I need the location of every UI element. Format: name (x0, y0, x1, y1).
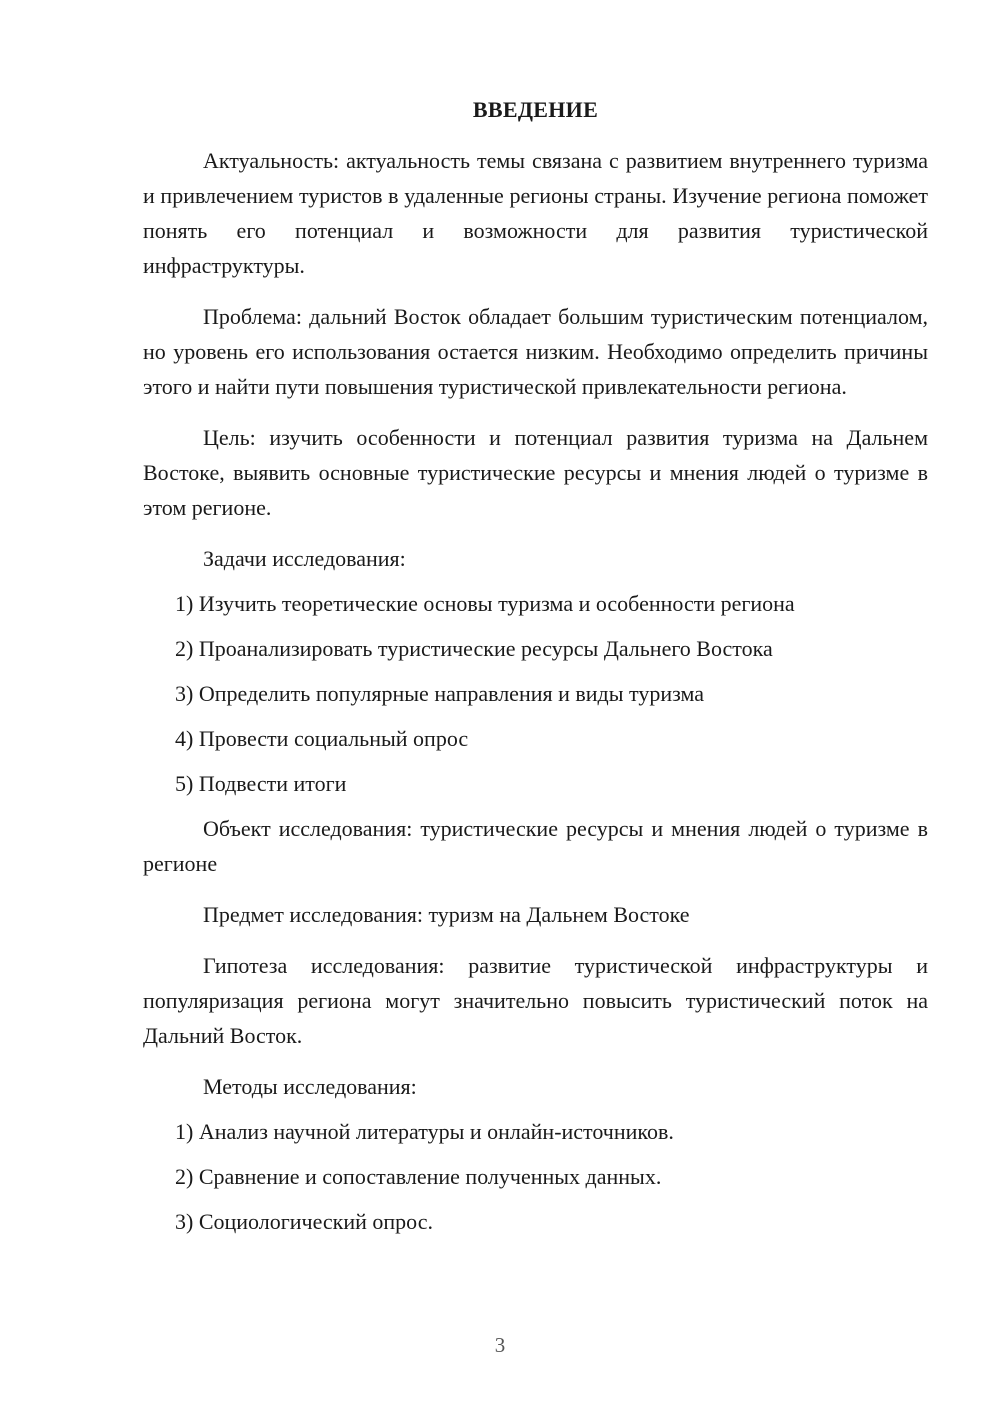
tasks-heading: Задачи исследования: (203, 546, 406, 571)
method-item: 3) Социологический опрос. (175, 1209, 433, 1234)
hypothesis-paragraph: Гипотеза исследования: развитие туристической инфраструктуры и популяризация региона могут значительно повысить туристический поток на Дальний Восток. (143, 953, 928, 1048)
subject-paragraph: Предмет исследования: туризм на Дальнем Востоке (203, 902, 690, 927)
tasks-list (143, 586, 928, 801)
methods-list (143, 1114, 928, 1239)
methods-heading: Методы исследования: (203, 1074, 417, 1099)
task-item: 1) Изучить теоретические основы туризма и особенности региона (175, 591, 795, 616)
problem-paragraph: Проблема: дальний Восток обладает большим туристическим потенциалом, но уровень его использования остается низким. Необходимо определить причины этого и найти пути повышения туристической привлекательности региона. (143, 304, 928, 399)
document-page (143, 92, 928, 1239)
task-item: 3) Определить популярные направления и виды туризма (175, 681, 705, 706)
task-item: 4) Провести социальный опрос (175, 726, 469, 751)
object-paragraph: Объект исследования: туристические ресурсы и мнения людей о туризме в регионе (143, 816, 928, 876)
task-item: 5) Подвести итоги (175, 771, 347, 796)
relevance-paragraph: Актуальность: актуальность темы связана с развитием внутреннего туризма и привлечением туристов в удаленные регионы страны. Изучение региона поможет понять его потенциал и возможности для развития туристической инфраструктуры. (143, 148, 928, 278)
method-item: 2) Сравнение и сопоставление полученных данных. (175, 1164, 662, 1189)
goal-paragraph: Цель: изучить особенности и потенциал развития туризма на Дальнем Востоке, выявить основные туристические ресурсы и мнения людей о туризме в этом регионе. (143, 425, 928, 520)
section-title: ВВЕДЕНИЕ (472, 97, 599, 122)
task-item: 2) Проанализировать туристические ресурсы Дальнего Востока (175, 636, 773, 661)
page-number: 3 (494, 1333, 506, 1357)
method-item: 1) Анализ научной литературы и онлайн-источников. (175, 1119, 674, 1144)
